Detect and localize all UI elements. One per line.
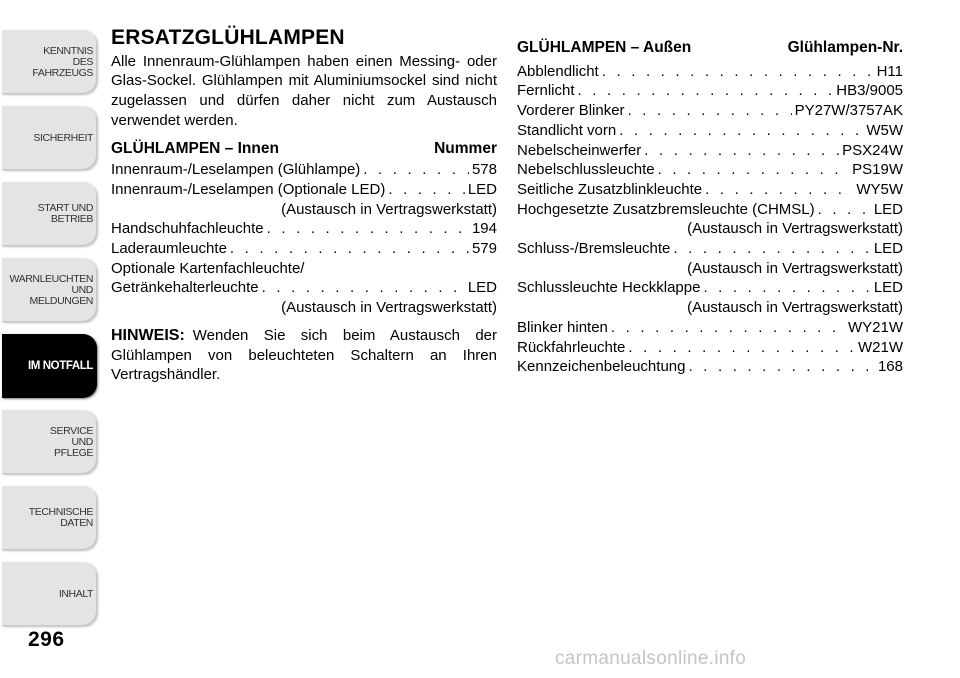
dot-leader <box>267 219 469 239</box>
dot-leader <box>619 121 863 141</box>
bulb-label-line: Optionale Kartenfachleuchte/ <box>111 259 305 277</box>
chapter-tab-label: SERVICE <box>49 424 93 437</box>
left-column <box>111 28 497 385</box>
bulb-number: LED <box>873 240 903 258</box>
chapter-tab-label: START UND <box>37 202 93 214</box>
dot-leader <box>703 278 870 298</box>
bulb-location: Hochgesetzte Zusatzbremsleuchte (CHMSL) <box>517 200 815 218</box>
chapter-tab-label: MELDUNGEN <box>29 294 93 307</box>
bulb-location: Innenraum-/Leselampen (Glühlampe) <box>111 161 361 179</box>
bulb-location: Blinker hinten <box>517 318 608 336</box>
bulb-location: Fernlicht <box>517 82 575 100</box>
bulb-location: Standlicht vorn <box>517 121 617 139</box>
bulb-number: 194 <box>471 220 497 238</box>
chapter-tab-label: DATEN <box>60 517 93 529</box>
dot-leader <box>628 338 855 358</box>
dot-leader <box>673 239 870 259</box>
bulb-location: Schluss-/Bremsleuchte <box>517 240 671 258</box>
chapter-tab-label: BETRIEB <box>50 213 93 225</box>
bulb-location: Nebelschlussleuchte <box>517 161 655 179</box>
interior-bulbs-header <box>111 139 497 159</box>
interior-bulbs-list <box>111 160 497 318</box>
bulb-row <box>517 278 903 298</box>
bulb-row <box>111 219 497 239</box>
chapter-tab-sicherheit[interactable] <box>2 106 97 170</box>
chapter-tab-label: UND <box>71 435 93 448</box>
bulb-number: 579 <box>471 240 497 258</box>
dot-leader <box>705 180 853 200</box>
bulb-location: Handschuhfachleuchte <box>111 220 264 238</box>
chapter-tab-start-und-betrieb[interactable] <box>2 182 97 246</box>
chapter-tab-label: PFLEGE <box>53 446 93 459</box>
dot-leader <box>230 239 469 259</box>
bulb-row <box>517 62 903 82</box>
note-text: Wenden Sie sich beim Austausch der Glühlampen von beleuchteten Schaltern an Ihren Vertragshändler. <box>111 326 497 384</box>
bulb-location: Rückfahrleuchte <box>517 338 626 356</box>
bulb-location: Abblendlicht <box>517 62 599 80</box>
chapter-tab-warnleuchten-und-meldungen[interactable] <box>2 258 97 322</box>
note-block <box>111 326 497 385</box>
bulb-row <box>517 141 903 161</box>
bulb-number: 578 <box>471 161 497 179</box>
chapter-tab-kenntnis-des-fahrzeugs[interactable] <box>2 30 97 94</box>
bulb-location: Getränkehalterleuchte <box>111 279 259 297</box>
bulb-row <box>517 180 903 200</box>
bulb-number: LED <box>873 279 903 297</box>
bulb-number: 168 <box>877 358 903 376</box>
replacement-note: (Austausch in Vertragswerkstatt) <box>687 299 903 317</box>
bulb-row <box>517 200 903 220</box>
exterior-header-number: Glühlampen-Nr. <box>787 39 903 56</box>
intro-paragraph: Alle Innenraum-Glühlampen haben einen Messing- oder Glas-Sockel. Glühlampen mit Aluminiumsockel sind nicht zugelassen und dürfen daher nicht zum Austausch verwendet werden. <box>111 52 497 129</box>
bulb-number: H11 <box>876 62 903 80</box>
exterior-bulbs-list <box>517 62 903 377</box>
chapter-tab-label: IM NOTFALL <box>28 359 93 372</box>
dot-leader <box>262 278 465 298</box>
chapter-tab-service-und-pflege[interactable] <box>2 410 97 474</box>
bulb-number: HB3/9005 <box>836 82 903 100</box>
dot-leader <box>602 62 874 82</box>
bulb-row <box>111 160 497 180</box>
page-number: 296 <box>28 628 65 651</box>
section-title: ERSATZGLÜHLAMPEN <box>111 26 345 49</box>
bulb-row <box>517 81 903 101</box>
bulb-location: Nebelscheinwerfer <box>517 141 642 159</box>
chapter-tab-technische-daten[interactable] <box>2 486 97 550</box>
replacement-note: (Austausch in Vertragswerkstatt) <box>687 220 903 238</box>
bulb-location: Vorderer Blinker <box>517 102 625 120</box>
bulb-location: Kennzeichenbeleuchtung <box>517 358 686 376</box>
interior-header-number: Nummer <box>434 139 497 157</box>
bulb-number: PS19W <box>852 161 903 179</box>
watermark: carmanualsonline.info <box>555 648 747 669</box>
bulb-number: LED <box>873 200 903 218</box>
dot-leader <box>818 200 871 220</box>
bulb-location: Innenraum-/Leselampen (Optionale LED) <box>111 180 386 198</box>
exterior-header-label: GLÜHLAMPEN – Außen <box>517 39 692 56</box>
bulb-number: LED <box>467 279 497 297</box>
chapter-tab-label: KENNTNIS <box>43 44 93 57</box>
chapter-tab-inhalt[interactable] <box>2 562 97 626</box>
replacement-note: (Austausch in Vertragswerkstatt) <box>687 259 903 277</box>
chapter-tab-label: SICHERHEIT <box>33 131 93 144</box>
chapter-tab-im-notfall[interactable] <box>2 334 97 398</box>
bulb-number: W5W <box>866 121 903 139</box>
bulb-row <box>111 180 497 200</box>
right-column <box>517 28 903 377</box>
dot-leader <box>578 81 834 101</box>
chapter-tab-sidebar <box>0 0 100 678</box>
note-label: HINWEIS: <box>111 326 185 344</box>
bulb-location: Laderaumleuchte <box>111 240 227 258</box>
bulb-number: W21W <box>858 338 903 356</box>
bulb-row <box>517 239 903 259</box>
bulb-row <box>517 338 903 358</box>
dot-leader <box>611 318 845 338</box>
replacement-note: (Austausch in Vertragswerkstatt) <box>281 200 497 218</box>
chapter-tab-label: UND <box>71 283 93 296</box>
dot-leader <box>644 141 839 161</box>
bulb-location: Schlussleuchte Heckklappe <box>517 279 701 297</box>
dot-leader <box>688 357 874 377</box>
bulb-number: LED <box>467 180 497 198</box>
chapter-tab-label: DES <box>72 55 93 68</box>
dot-leader <box>658 160 850 180</box>
bulb-row <box>111 278 497 298</box>
bulb-row <box>517 101 903 121</box>
bulb-number: WY21W <box>847 318 903 336</box>
bulb-number: PSX24W <box>842 141 903 159</box>
chapter-tab-label: FAHRZEUGS <box>32 66 93 79</box>
exterior-bulbs-header <box>517 38 903 58</box>
replacement-note: (Austausch in Vertragswerkstatt) <box>281 299 497 317</box>
dot-leader <box>628 101 792 121</box>
dot-leader <box>363 160 469 180</box>
bulb-location: Seitliche Zusatzblinkleuchte <box>517 180 703 198</box>
bulb-row <box>111 239 497 259</box>
bulb-row <box>517 160 903 180</box>
bulb-row <box>517 357 903 377</box>
chapter-tab-label: WARNLEUCHTEN <box>9 272 93 285</box>
chapter-tab-label: INHALT <box>58 587 93 600</box>
bulb-row <box>517 318 903 338</box>
bulb-row <box>517 121 903 141</box>
interior-header-label: GLÜHLAMPEN – Innen <box>111 139 279 157</box>
chapter-tab-label: TECHNISCHE <box>28 506 93 518</box>
bulb-number: PY27W/3757AK <box>794 102 903 120</box>
bulb-number: WY5W <box>856 180 903 198</box>
dot-leader <box>388 180 464 200</box>
